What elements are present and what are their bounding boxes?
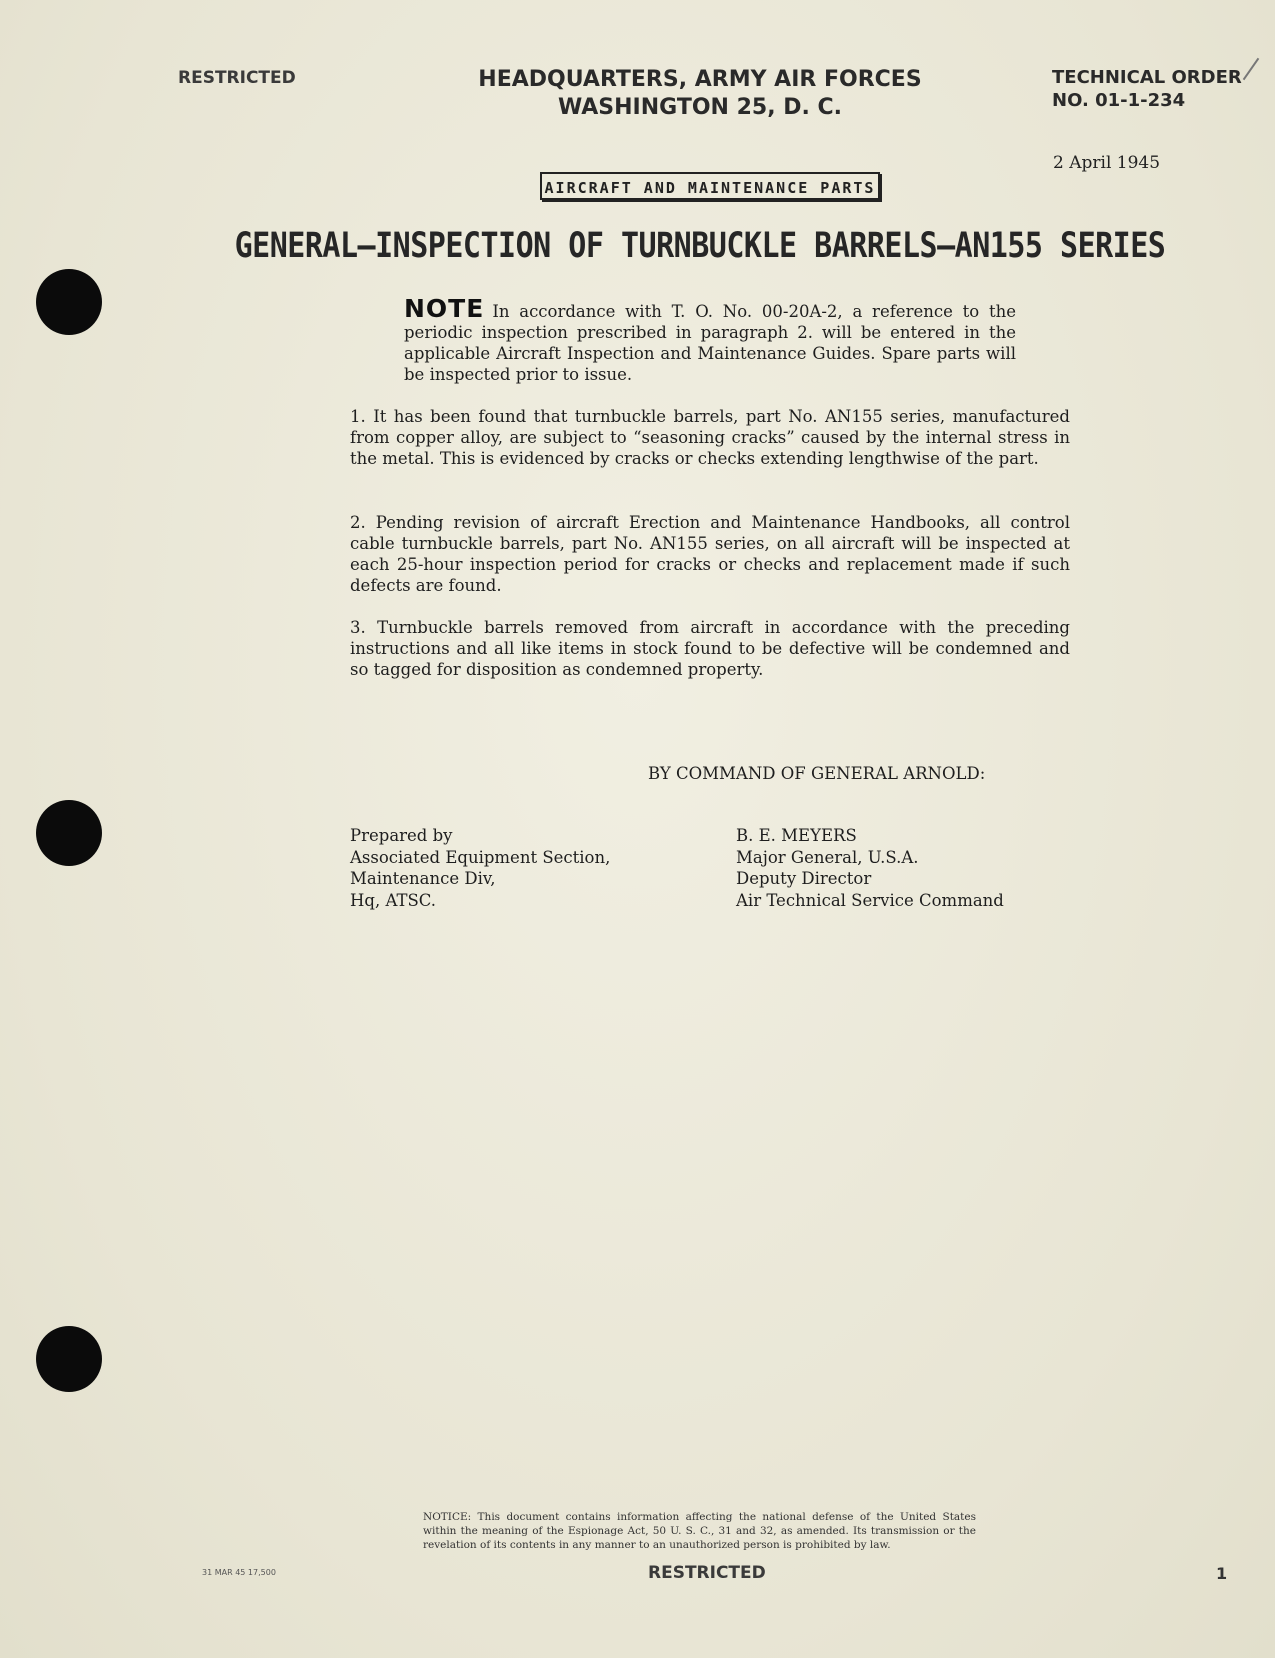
prepared-by-block xyxy=(350,825,610,911)
footer-classification: RESTRICTED xyxy=(648,1563,766,1583)
prepared-by-line: Prepared by xyxy=(350,826,453,845)
punch-hole xyxy=(36,800,102,866)
corner-mark xyxy=(1243,58,1260,80)
punch-hole xyxy=(36,269,102,335)
signer-rank: Major General, U.S.A. xyxy=(736,847,919,867)
document-title: GENERAL—INSPECTION OF TURNBUCKLE BARRELS—AN155 SERIES xyxy=(234,226,1166,267)
prepared-by-line: Associated Equipment Section, xyxy=(350,847,611,867)
prepared-by-line: Hq, ATSC. xyxy=(350,890,437,910)
punch-hole xyxy=(36,1326,102,1392)
signer-block xyxy=(736,825,1004,911)
paragraph-1: 1. It has been found that turnbuckle barrels, part No. AN155 series, manufactured from copper alloy, are subject to “seasoning cracks” caused by the internal stress in the metal. This is evidenced by cracks or checks extending lengthwise of the part. xyxy=(350,407,1070,468)
page-number: 1 xyxy=(1216,1564,1228,1583)
header-order-line-1: TECHNICAL ORDER xyxy=(1052,67,1242,88)
header-org-line-2: WASHINGTON 25, D. C. xyxy=(557,95,843,120)
header-organization xyxy=(430,66,970,122)
command-line: BY COMMAND OF GENERAL ARNOLD: xyxy=(648,764,986,783)
header-classification: RESTRICTED xyxy=(178,68,296,88)
signer-name: B. E. MEYERS xyxy=(736,826,857,845)
security-notice: NOTICE: This document contains information affecting the national defense of the United States within the meaning of the Espionage Act, 50 U. S. C., 31 and 32, as amended. Its transmission or the revelation of its contents in any manner to an unauthorized person is prohibited by law. xyxy=(423,1511,976,1551)
document-date: 2 April 1945 xyxy=(1053,153,1161,173)
print-code: 31 MAR 45 17,500 xyxy=(202,1568,276,1577)
note-block xyxy=(404,294,1016,385)
header-org-line-1: HEADQUARTERS, ARMY AIR FORCES xyxy=(478,67,922,92)
paragraph-3: 3. Turnbuckle barrels removed from aircraft in accordance with the preceding instructions and all like items in stock found to be defective will be condemned and so tagged for disposition as condemned property. xyxy=(350,618,1070,679)
paragraph-2: 2. Pending revision of aircraft Erection and Maintenance Handbooks, all control cable turnbuckle barrels, part No. AN155 series, on all aircraft will be inspected at each 25-hour inspection period for cracks or checks and replacement made if such defects are found. xyxy=(350,513,1070,595)
header-order-line-2: NO. 01-1-234 xyxy=(1052,90,1186,111)
prepared-by-line: Maintenance Div, xyxy=(350,869,496,888)
signer-title: Deputy Director xyxy=(736,869,872,888)
note-text: In accordance with T. O. No. 00-20A-2, a reference to the periodic inspection prescribed in paragraph 2. will be entered in the applicable Aircraft Inspection and Maintenance Guides. Spare parts will be inspected prior to issue. xyxy=(404,302,1016,384)
signer-command: Air Technical Service Command xyxy=(736,890,1004,910)
category-label: AIRCRAFT AND MAINTENANCE PARTS xyxy=(540,172,880,200)
header-technical-order xyxy=(1052,66,1242,112)
note-label: NOTE xyxy=(404,294,485,323)
